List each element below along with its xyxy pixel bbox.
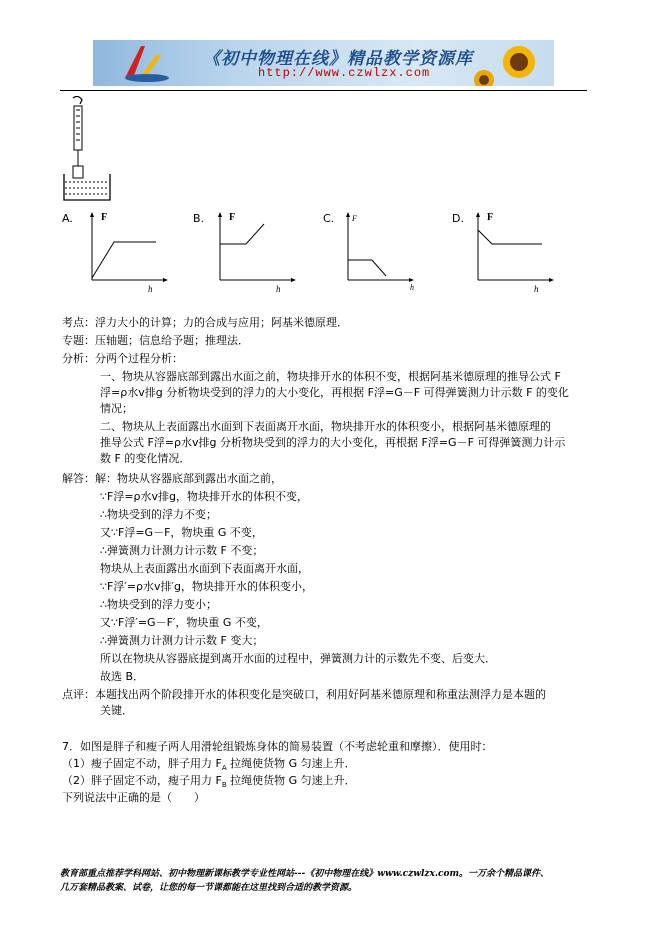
spring-scale-figure — [60, 96, 120, 206]
option-a-graph — [82, 208, 172, 293]
fenxi-2-line-c: 数 F 的变化情况． — [100, 452, 191, 465]
option-d-label: D. — [452, 212, 464, 225]
fenxi-2-line-b: 推导公式 F浮=ρ水v排g 分析物块受到的浮力的大小变化，再根据 F浮=G－F 可得弹簧测力计示 — [100, 436, 566, 449]
q7-item-1: （1）瘦子固定不动，胖子用力 $F_A$ 拉绳使货物 G 匀速上升． — [62, 757, 356, 773]
logo-icon — [111, 40, 181, 86]
option-b-label: B. — [193, 212, 205, 225]
jieda-line: 又∵F浮=G－F，物块重 G 不变， — [100, 526, 263, 539]
option-c-graph — [338, 208, 428, 293]
zhuanti-line: 专题：压轴题；信息给予题；推理法． — [62, 334, 249, 347]
jieda-answer: 故选 B． — [100, 670, 145, 683]
jieda-heading: 解答：解：物块从容器底部到露出水面之前， — [62, 472, 282, 485]
option-a-axis-x: h — [148, 284, 153, 293]
option-c-axis-y: F — [352, 214, 357, 223]
fenxi-heading: 分析：分两个过程分析： — [62, 352, 183, 365]
dianping-line-a: 点评：本题找出两个阶段排开水的体积变化是突破口，利用好阿基米德原理和称重法测浮力是本题的 — [62, 688, 546, 701]
option-b-axis-y: F — [229, 212, 236, 223]
q7-question: 下列说法中正确的是（ ） — [62, 791, 205, 804]
footer-line-2: 几万套精品教案、试卷，让您的每一节课都能在这里找到合适的教学资源。 — [60, 883, 358, 893]
option-a-label: A. — [62, 212, 73, 225]
kaodian-line: 考点：浮力大小的计算；力的合成与应用；阿基米德原理． — [62, 316, 348, 329]
q7-item-2: （2）胖子固定不动，瘦子用力 $F_B$ 拉绳使货物 G 匀速上升． — [62, 774, 356, 790]
jieda-line: ∴物块受到的浮力变小； — [100, 598, 217, 611]
jieda-line: 物块从上表面露出水面到下表面离开水面， — [100, 562, 309, 575]
jieda-line: ∵F浮′=ρ水v排′g，物块排开水的体积变小， — [100, 580, 314, 593]
fenxi-1-line-a: 一、物块从容器底部到露出水面之前，物块排开水的体积不变，根据阿基米德原理的推导公式 F — [100, 370, 561, 383]
jieda-line: 所以在物块从容器底提到离开水面的过程中，弹簧测力计的示数先不变、后变大． — [100, 652, 496, 665]
banner-title: 《初中物理在线》精品教学资源库 — [203, 49, 473, 69]
fenxi-2-line-a: 二、物块从上表面露出水面到下表面离开水面，物块排开水的体积变小，根据阿基米德原理的 — [100, 420, 551, 433]
sunflower-icon — [464, 40, 554, 86]
jieda-line: ∴弹簧测力计测力计示数 F 变大； — [100, 634, 264, 647]
jieda-line: ∴物块受到的浮力不变； — [100, 508, 217, 521]
jieda-line: 又∵F浮′=G－F′，物块重 G 不变， — [100, 616, 268, 629]
footer-line-1: 教育部重点推荐学科网站、初中物理新课标教学专业性网站---《初中物理在线》www.czwlzx.com。一万余个精品课件、 — [60, 869, 550, 879]
jieda-line: ∵F浮=ρ水v排g，物块排开水的体积不变， — [100, 490, 309, 503]
option-a-axis-y: F — [101, 212, 108, 223]
fenxi-1-line-c: 情况； — [100, 402, 133, 415]
option-c-axis-x: h — [410, 283, 414, 292]
option-d-axis-x: h — [534, 284, 539, 293]
banner-url: http://www.czwlzx.com — [258, 66, 431, 80]
option-b-axis-x: h — [276, 284, 281, 293]
option-d-axis-y: F — [487, 212, 494, 223]
fenxi-1-line-b: 浮=ρ水v排g 分析物块受到的浮力的大小变化，再根据 F浮=G－F 可得弹簧测力计示数 F 的变化 — [100, 386, 569, 399]
header-banner — [93, 40, 554, 86]
option-b-graph — [210, 208, 300, 293]
jieda-line: ∴弹簧测力计测力计示数 F 不变； — [100, 544, 264, 557]
header-rule — [60, 90, 587, 91]
option-d-graph — [468, 208, 558, 293]
option-c-label: C. — [323, 212, 335, 225]
q7-stem: 7．如图是胖子和瘦子两人用滑轮组锻炼身体的简易装置（不考虑轮重和摩擦）．使用时： — [62, 740, 493, 753]
dianping-line-b: 关键． — [100, 704, 133, 717]
